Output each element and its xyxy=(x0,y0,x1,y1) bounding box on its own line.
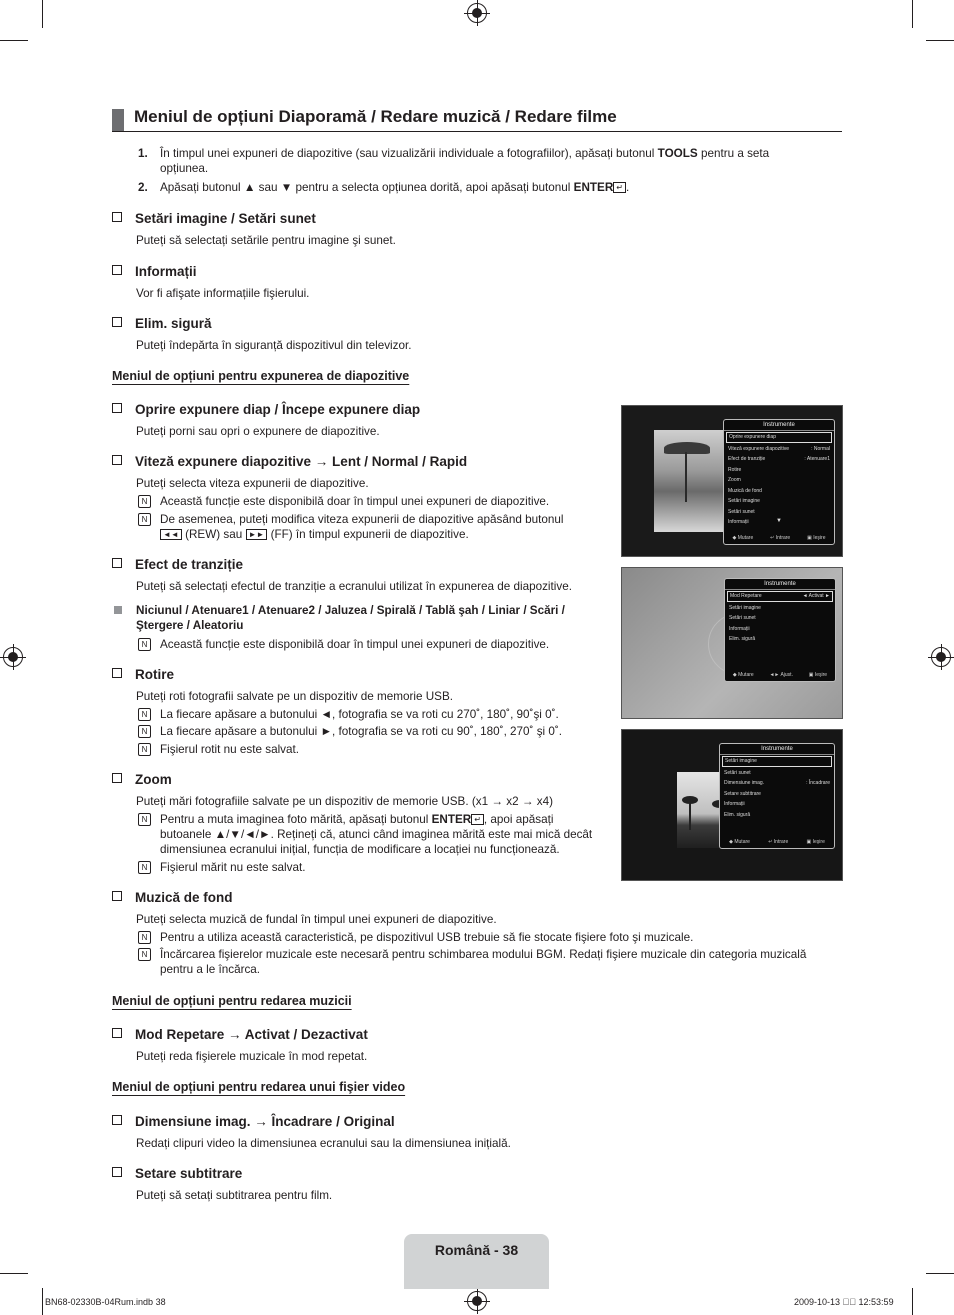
note-text: La fiecare apăsare a butonului ◄, fotografia se va roti cu 270˚, 180˚, 90˚şi 0˚. xyxy=(160,708,559,721)
tools-menu-item[interactable]: Efect de tranziție : Atenuare1 xyxy=(728,456,830,462)
section-description: Puteți îndepărta în siguranță dispozitivul din televizor. xyxy=(136,339,412,352)
tools-menu-item[interactable]: Elim. sigură xyxy=(729,636,756,642)
crop-mark xyxy=(926,1273,954,1274)
tools-menu-item[interactable]: Oprire expunere diap xyxy=(726,432,832,443)
section-heading: Muzică de fond xyxy=(112,890,233,905)
section-heading: Setare subtitrare xyxy=(112,1166,242,1181)
title-divider xyxy=(112,131,842,132)
section-heading: Efect de tranziție xyxy=(112,557,243,572)
checkbox-icon xyxy=(112,773,122,783)
step-number: 2. xyxy=(138,181,148,194)
title-marker xyxy=(112,109,124,131)
section-description: Puteți selecta muzică de fundal în timpul unei expuneri de diapozitive. xyxy=(136,913,497,926)
tools-footer: ◆ Mutare ↵ Intrare ▣ Ieşire xyxy=(729,839,825,845)
note-text: Încărcarea fişierelor muzicale este necesară pentru schimbarea modului BGM. Redați fişiere muzicale din categoria muzicală xyxy=(160,948,807,961)
tools-menu xyxy=(724,578,836,682)
print-slug-right: 2009-10-13 ￿￿ 12:53:59 xyxy=(794,1297,894,1307)
registration-mark-icon xyxy=(931,647,951,667)
tools-menu-item[interactable]: Setări imagine xyxy=(722,756,832,767)
subsection-title: Meniul de opțiuni pentru redarea unui fişier video xyxy=(112,1080,406,1094)
crop-mark xyxy=(0,1273,28,1274)
tools-menu-item[interactable]: Informații xyxy=(729,625,750,632)
tools-menu-item[interactable]: Setări sunet xyxy=(728,508,755,515)
section-description: Puteți mări fotografiile salvate pe un dispozitiv de memorie USB. (x1 → x2 → x4) xyxy=(136,795,554,808)
note-icon: N xyxy=(138,861,151,874)
option-list: Ştergere / Aleatoriu xyxy=(136,619,244,632)
tools-menu-item[interactable]: Setare subtitrare xyxy=(724,790,761,797)
note-text: Această funcție este disponibilă doar în timpul unei expuneri de diapozitive. xyxy=(160,638,550,651)
palm-leaves xyxy=(682,796,698,804)
section-description: Puteți porni sau opri o expunere de diapozitive. xyxy=(136,425,380,438)
rewind-icon: ◄◄ xyxy=(160,529,182,540)
checkbox-icon xyxy=(112,455,122,465)
crop-mark xyxy=(926,40,954,41)
step-1-text-line2: opțiunea. xyxy=(160,162,209,175)
crop-mark xyxy=(42,0,43,28)
tools-footer: ◆ Mutare ◄► Ajust. ▣ Ieşire xyxy=(732,672,828,678)
tools-menu-item[interactable]: Setări imagine xyxy=(728,498,760,504)
checkbox-icon xyxy=(112,403,122,413)
section-description: Redați clipuri video la dimensiunea ecranului sau la dimensiunea inițială. xyxy=(136,1137,511,1150)
enter-icon: ↵ xyxy=(471,814,484,825)
note-text: pentru a le încărca. xyxy=(160,963,261,976)
scroll-down-icon[interactable]: ▼ xyxy=(776,518,782,524)
note-text: Pentru a utiliza această caracteristică, pe dispozitivul USB trebuie să fie stocate fişiere foto şi muzicale. xyxy=(160,931,694,944)
tools-menu-item[interactable]: Zoom xyxy=(728,477,741,483)
umbrella-pole xyxy=(685,452,687,502)
section-description: Puteți să selectați setările pentru imagine şi sunet. xyxy=(136,234,396,247)
section-description: Puteți să setați subtitrarea pentru film. xyxy=(136,1189,333,1202)
page-title: Meniul de opțiuni Diaporamă / Redare muzică / Redare filme xyxy=(134,107,617,126)
registration-mark-icon xyxy=(467,3,487,23)
note-text: ◄◄ (REW) sau ►► (FF) în timpul expunerii de diapozitive. xyxy=(160,527,469,542)
note-icon: N xyxy=(138,948,151,961)
page-number: Română - 38 xyxy=(434,1242,519,1258)
checkbox-icon xyxy=(112,1115,122,1125)
note-icon: N xyxy=(138,513,151,526)
subsection-title: Meniul de opțiuni pentru expunerea de diapozitive xyxy=(112,369,410,383)
tools-menu-item[interactable]: Setări sunet xyxy=(729,615,756,621)
checkbox-icon xyxy=(112,668,122,678)
option-list: Niciunul / Atenuare1 / Atenuare2 / Jaluzea / Spirală / Tablă şah / Liniar / Scări / xyxy=(136,604,565,617)
note-text: butoanele ▲/▼/◄/►. Rețineți că, atunci când imaginea mărită este mai mică decât xyxy=(160,828,593,841)
step-2-text: Apăsați butonul ▲ sau ▼ pentru a selecta opțiunea dorită, apoi apăsați butonul ENTER ↵ . xyxy=(160,181,630,194)
tools-menu-item[interactable]: Setări imagine xyxy=(729,604,761,611)
note-text: Fişierul mărit nu este salvat. xyxy=(160,861,306,874)
section-heading: Informații xyxy=(112,264,197,279)
checkbox-icon xyxy=(112,558,122,568)
step-1-text: În timpul unei expuneri de diapozitive (sau vizualizării individuale a fotografiilor), apăsați butonul TOOLS pentru a seta xyxy=(160,147,770,160)
tools-menu-title: Instrumente xyxy=(720,744,834,755)
fast-forward-icon: ►► xyxy=(246,529,268,540)
crop-mark xyxy=(0,40,28,41)
section-heading: Mod Repetare → Activat / Dezactivat xyxy=(112,1027,368,1042)
note-icon: N xyxy=(138,813,151,826)
video-tools-screenshot xyxy=(621,729,843,881)
section-heading: Zoom xyxy=(112,772,172,787)
photo-tools-screenshot xyxy=(621,405,843,557)
checkbox-icon xyxy=(112,317,122,327)
section-heading: Oprire expunere diap / Începe expunere diap xyxy=(112,402,420,417)
checkbox-icon xyxy=(112,1167,122,1177)
umbrella-shape xyxy=(664,442,710,454)
note-icon: N xyxy=(138,743,151,756)
beach-photo xyxy=(654,430,724,532)
note-icon: N xyxy=(138,495,151,508)
note-icon: N xyxy=(138,708,151,721)
note-text: Această funcție este disponibilă doar în timpul unei expuneri de diapozitive. xyxy=(160,495,550,508)
note-icon: N xyxy=(138,725,151,738)
checkbox-icon xyxy=(112,265,122,275)
tools-footer: ◆ Mutare ↵ Intrare ▣ Ieşire xyxy=(732,535,826,541)
note-text: La fiecare apăsare a butonului ►, fotografia se va roti cu 90˚, 180˚, 270˚ şi 0˚. xyxy=(160,725,563,738)
music-tools-screenshot xyxy=(621,567,843,719)
note-text: De asemenea, puteți modifica viteza expunerii de diapozitive apăsând butonul xyxy=(160,513,564,526)
note-text: dimensiunea ecranului inițial, funcția de modificare a locației nu funcționează. xyxy=(160,843,560,856)
tools-menu-title: Instrumente xyxy=(725,579,835,590)
registration-mark-icon xyxy=(467,1291,487,1311)
tools-menu-item[interactable]: Viteză expunere diapozitive : Normal xyxy=(728,445,830,452)
checkbox-icon xyxy=(112,891,122,901)
section-description: Vor fi afişate informațiile fişierului. xyxy=(136,287,310,300)
section-heading: Dimensiune imag. → Încadrare / Original xyxy=(112,1114,395,1129)
subsection-title: Meniul de opțiuni pentru redarea muzicii xyxy=(112,994,352,1008)
print-slug-left: BN68-02330B-04Rum.indb 38 xyxy=(45,1297,166,1307)
section-heading: Elim. sigură xyxy=(112,316,212,331)
checkbox-icon xyxy=(112,1028,122,1038)
section-description: Puteți reda fişierele muzicale în mod repetat. xyxy=(136,1050,368,1063)
tools-menu-item[interactable]: Rotire xyxy=(728,466,742,473)
palm-trunk xyxy=(689,800,691,830)
tools-menu-item[interactable]: Muzică de fond xyxy=(728,487,762,494)
tools-menu-item[interactable]: Dimensiune imag. : Încadrare xyxy=(724,780,830,786)
note-icon: N xyxy=(138,638,151,651)
tools-menu-item[interactable]: Informații xyxy=(728,519,749,525)
tools-menu xyxy=(719,743,835,849)
step-number: 1. xyxy=(138,147,148,160)
note-text: Fişierul rotit nu este salvat. xyxy=(160,743,300,756)
tools-menu-item[interactable]: Setări sunet xyxy=(724,769,751,776)
crop-mark xyxy=(42,1288,43,1315)
section-heading: Rotire xyxy=(112,667,174,682)
crop-mark xyxy=(912,0,913,28)
checkbox-icon xyxy=(112,212,122,222)
enter-icon: ↵ xyxy=(613,182,626,193)
tools-menu xyxy=(723,419,835,545)
section-description: Puteți să selectați efectul de tranziție a ecranului utilizat în expunerea de diapozitive. xyxy=(136,580,572,593)
tools-menu-title: Instrumente xyxy=(724,420,834,431)
tools-menu-item[interactable]: Mod Repetare ◄ Activat ► xyxy=(727,591,833,602)
section-heading: Setări imagine / Setări sunet xyxy=(112,211,316,226)
tools-menu-item[interactable]: Informații xyxy=(724,801,745,807)
section-description: Puteți selecta viteza expunerii de diapozitive. xyxy=(136,477,369,490)
tools-menu-item[interactable]: Elim. sigură xyxy=(724,811,751,818)
section-heading: Viteză expunere diapozitive → Lent / Normal / Rapid xyxy=(112,454,467,469)
registration-mark-icon xyxy=(3,647,23,667)
note-text: Pentru a muta imaginea foto mărită, apăsați butonul ENTER ↵ , apoi apăsați xyxy=(160,813,554,826)
bullet-icon xyxy=(114,606,122,614)
note-icon: N xyxy=(138,931,151,944)
section-description: Puteți roti fotografii salvate pe un dispozitiv de memorie USB. xyxy=(136,690,454,703)
crop-mark xyxy=(912,1288,913,1315)
